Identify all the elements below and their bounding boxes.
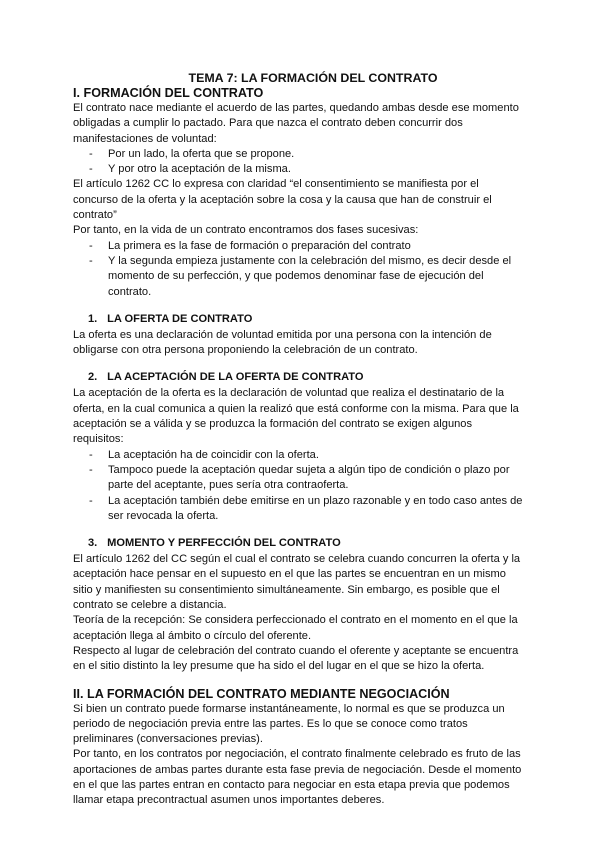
subsection-3-heading: 3. MOMENTO Y PERFECCIÓN DEL CONTRATO <box>88 537 341 550</box>
section-2-heading: II. LA FORMACIÓN DEL CONTRATO MEDIANTE NEGOCIACIÓN <box>73 686 450 701</box>
section-1-list-1 <box>73 147 523 178</box>
section-1-para-3: Por tanto, en la vida de un contrato encontramos dos fases sucesivas: <box>73 224 419 237</box>
subsection-3-text-1: El artículo 1262 del CC según el cual el contrato se celebra cuando concurren la oferta y la aceptación hace pensar en el supuesto en el que las partes se encuentran en un mismo sitio y manifiesten su consentimiento simultáneamente. Sin embargo, es posible que el contrato se celebre a distancia. <box>73 553 521 612</box>
subsection-2-heading: 2. LA ACEPTACIÓN DE LA OFERTA DE CONTRATO <box>88 371 364 384</box>
dash-bullet: - <box>89 463 93 476</box>
list-item: - La aceptación ha de coincidir con la oferta. <box>73 448 523 463</box>
list-item: - Y la segunda empieza justamente con la celebración del mismo, es decir desde el momento de su perfección, y que podemos denominar fase de ejecución del contrato. <box>89 254 512 298</box>
subsection-1-heading: 1. LA OFERTA DE CONTRATO <box>88 312 253 325</box>
section-1-list-2 <box>73 239 523 300</box>
dash-bullet: - <box>89 147 93 160</box>
subsection-3-text-2: Teoría de la recepción: Se considera perfeccionado el contrato en el momento en el que la aceptación llega al ámbito o círculo del oferente. <box>73 614 518 642</box>
list-item: - La aceptación también debe emitirse en un plazo razonable y en todo caso antes de ser revocada la oferta. <box>89 494 523 522</box>
subsection-1-text: La oferta es una declaración de voluntad emitida por una persona con la intención de obligarse con otra persona proponiendo la celebración de un contrato. <box>73 328 492 357</box>
dash-bullet: - <box>89 254 93 267</box>
section-1-para-2: El artículo 1262 CC lo expresa con claridad “el consentimiento se manifiesta por el concurso de la oferta y la aceptación sobre la cosa y la causa que han de construir el contrato” <box>73 178 492 222</box>
section-2-text-2: Por tanto, en los contratos por negociación, el contrato finalmente celebrado es fruto de las aportaciones de ambas partes durante esta fase previa de negociación. Desde el momento en el que las partes entran en contacto para negociar en esta etapa previa que podemos llamar etapa precontractual asumen unos importantes deberes. <box>73 748 522 807</box>
document-body <box>73 70 523 809</box>
subsection-3-text-3: Respecto al lugar de celebración del contrato cuando el oferente y aceptante se encuentra en el sitio distinto la ley presume que ha sido el del lugar en el que se hizo la oferta. <box>73 644 519 673</box>
section-2-text-1: Si bien un contrato puede formarse instantáneamente, lo normal es que se produzca un periodo de negociación previa entre las partes. Es lo que se conoce como tratos preliminares (conversaciones previas). <box>73 702 505 746</box>
list-item: - La primera es la fase de formación o preparación del contrato <box>73 239 523 254</box>
subsection-2-list <box>73 448 523 524</box>
section-1-intro: El contrato nace mediante el acuerdo de las partes, quedando ambas desde ese momento obligadas a cumplir lo pactado. Para que nazca el contrato deben concurrir dos manifestaciones de voluntad: <box>73 102 519 145</box>
subsection-2-text: La aceptación de la oferta es la declaración de voluntad que realiza el destinatario de la oferta, en la cual comunica a quien la realizó que está conforme con la misma. Para que la aceptación se a válida y se produzca la formación del contrato se exigen algunos requisitos: <box>73 387 519 446</box>
list-item: - Tampoco puede la aceptación quedar sujeta a algún tipo de condición o plazo por parte del aceptante, pues sería otra contraoferta. <box>89 463 510 492</box>
list-item: - Por un lado, la oferta que se propone. <box>73 147 523 162</box>
page-title: TEMA 7: LA FORMACIÓN DEL CONTRATO <box>188 71 438 85</box>
dash-bullet: - <box>89 448 93 461</box>
section-1-heading: I. FORMACIÓN DEL CONTRATO <box>73 86 264 100</box>
dash-bullet: - <box>89 163 93 176</box>
dash-bullet: - <box>89 494 93 507</box>
list-item: - Y por otro la aceptación de la misma. <box>73 162 523 177</box>
dash-bullet: - <box>89 239 93 252</box>
